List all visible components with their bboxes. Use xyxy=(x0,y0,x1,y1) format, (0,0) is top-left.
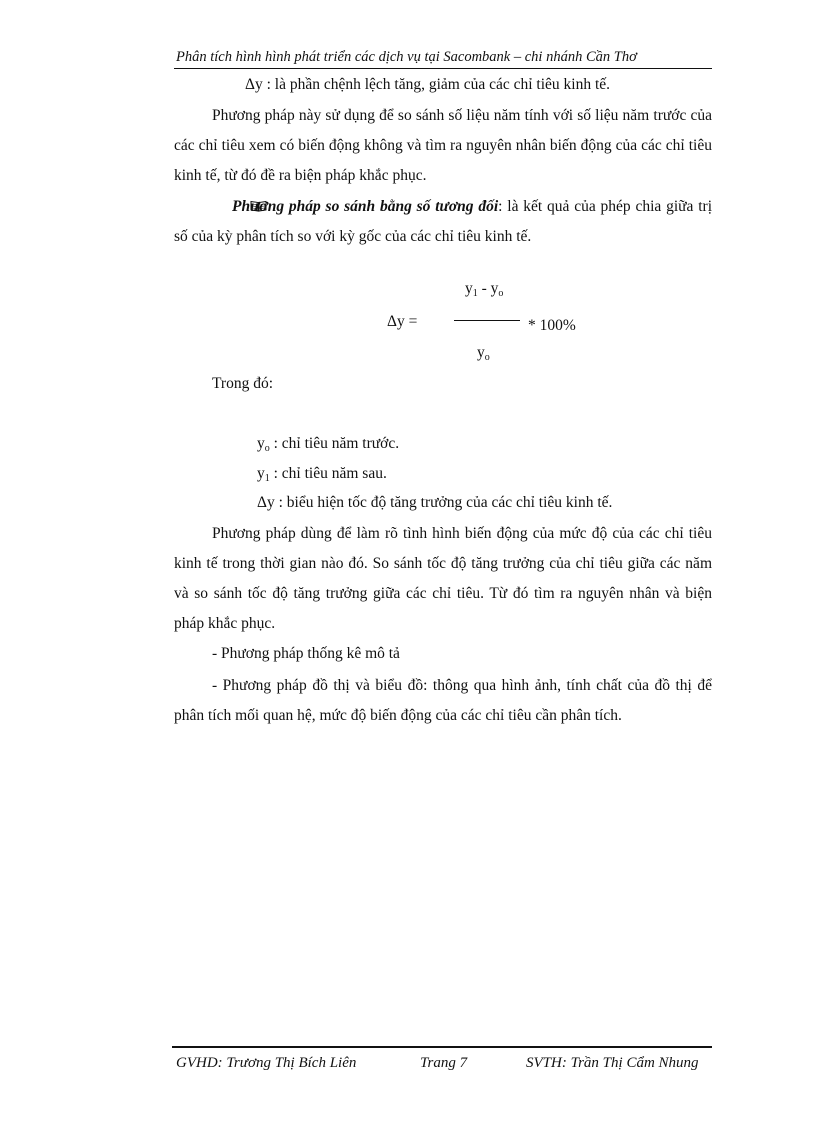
def-y1-symbol: y xyxy=(257,465,265,482)
page-header: Phân tích hình hình phát triển các dịch vụ tại Sacombank – chi nhánh Cần Thơ xyxy=(176,49,637,65)
formula-multiplier: * 100% xyxy=(528,317,576,334)
formula-denom-sub: o xyxy=(484,352,490,363)
def-y1 xyxy=(257,465,387,484)
formula-numerator xyxy=(465,280,503,299)
def-dy-symbol: Δy xyxy=(257,494,275,511)
formula-lhs: Δy = xyxy=(387,313,418,330)
header-divider xyxy=(174,68,712,69)
formula-sub-0: o xyxy=(498,288,504,299)
def-y0-text: : chỉ tiêu năm trước. xyxy=(269,435,400,452)
paragraph-relative-method xyxy=(174,192,712,252)
formula-minus: - xyxy=(477,280,491,297)
def-y0-symbol: y xyxy=(257,435,265,452)
relative-method-term: Phương pháp so sánh bằng số tương đối xyxy=(232,198,499,215)
list-item-chart: - Phương pháp đồ thị và biểu đồ: thông qua hình ảnh, tính chất của đồ thị để phân tích mối quan hệ, mức độ biến động của các chỉ tiêu cần phân tích. xyxy=(174,677,712,724)
def-dy xyxy=(257,494,612,512)
def-y0-sub: o xyxy=(264,443,270,454)
delta-definition-text: : là phần chệnh lệch tăng, giảm của các chỉ tiêu kinh tế. xyxy=(262,76,611,93)
footer-page-number: Trang 7 xyxy=(420,1055,468,1071)
where-label: Trong đó: xyxy=(212,375,274,392)
footer-student: SVTH: Trần Thị Cẩm Nhung xyxy=(526,1055,699,1071)
def-y0 xyxy=(257,435,399,454)
footer-advisor: GVHD: Trương Thị Bích Liên xyxy=(176,1055,357,1071)
footer-divider xyxy=(172,1046,712,1048)
paragraph-absolute-method: Phương pháp này sử dụng để so sánh số liệu năm tính với số liệu năm trước của các chỉ tiêu xem có biến động không và tìm ra nguyên nhân biến động của các chỉ tiêu kinh tế, từ đó đề ra biện pháp khắc phục. xyxy=(174,107,712,184)
delta-symbol: Δy xyxy=(245,76,263,93)
def-dy-text: : biểu hiện tốc độ tăng trưởng của các chỉ tiêu kinh tế. xyxy=(274,494,613,511)
formula-y1: y xyxy=(465,280,473,297)
formula-denominator xyxy=(477,344,490,363)
paragraph-growth-rate: Phương pháp dùng để làm rõ tình hình biến động của mức độ của các chỉ tiêu kinh tế trong thời gian nào đó. So sánh tốc độ tăng trưởng của chỉ tiêu giữa các năm và so sánh tốc độ tăng trưởng giữa các chỉ tiêu. Từ đó tìm ra nguyên nhân và biện pháp khắc phục. xyxy=(174,525,712,632)
formula-denom-y: y xyxy=(477,344,485,361)
list-item-stats: - Phương pháp thống kê mô tả xyxy=(212,645,400,662)
book-icon xyxy=(212,193,229,205)
relative-method-desc: : là kết quả của phép chia giữa trị số của kỳ phân tích so với kỳ gốc của các chỉ tiêu kinh tế. xyxy=(174,198,713,245)
def-y1-sub: 1 xyxy=(264,473,270,484)
formula-y0: y xyxy=(490,280,499,297)
formula-sub-1: 1 xyxy=(472,288,478,299)
def-y1-text: : chỉ tiêu năm sau. xyxy=(269,465,387,482)
delta-definition-line xyxy=(245,76,610,94)
fraction-bar xyxy=(454,320,520,321)
